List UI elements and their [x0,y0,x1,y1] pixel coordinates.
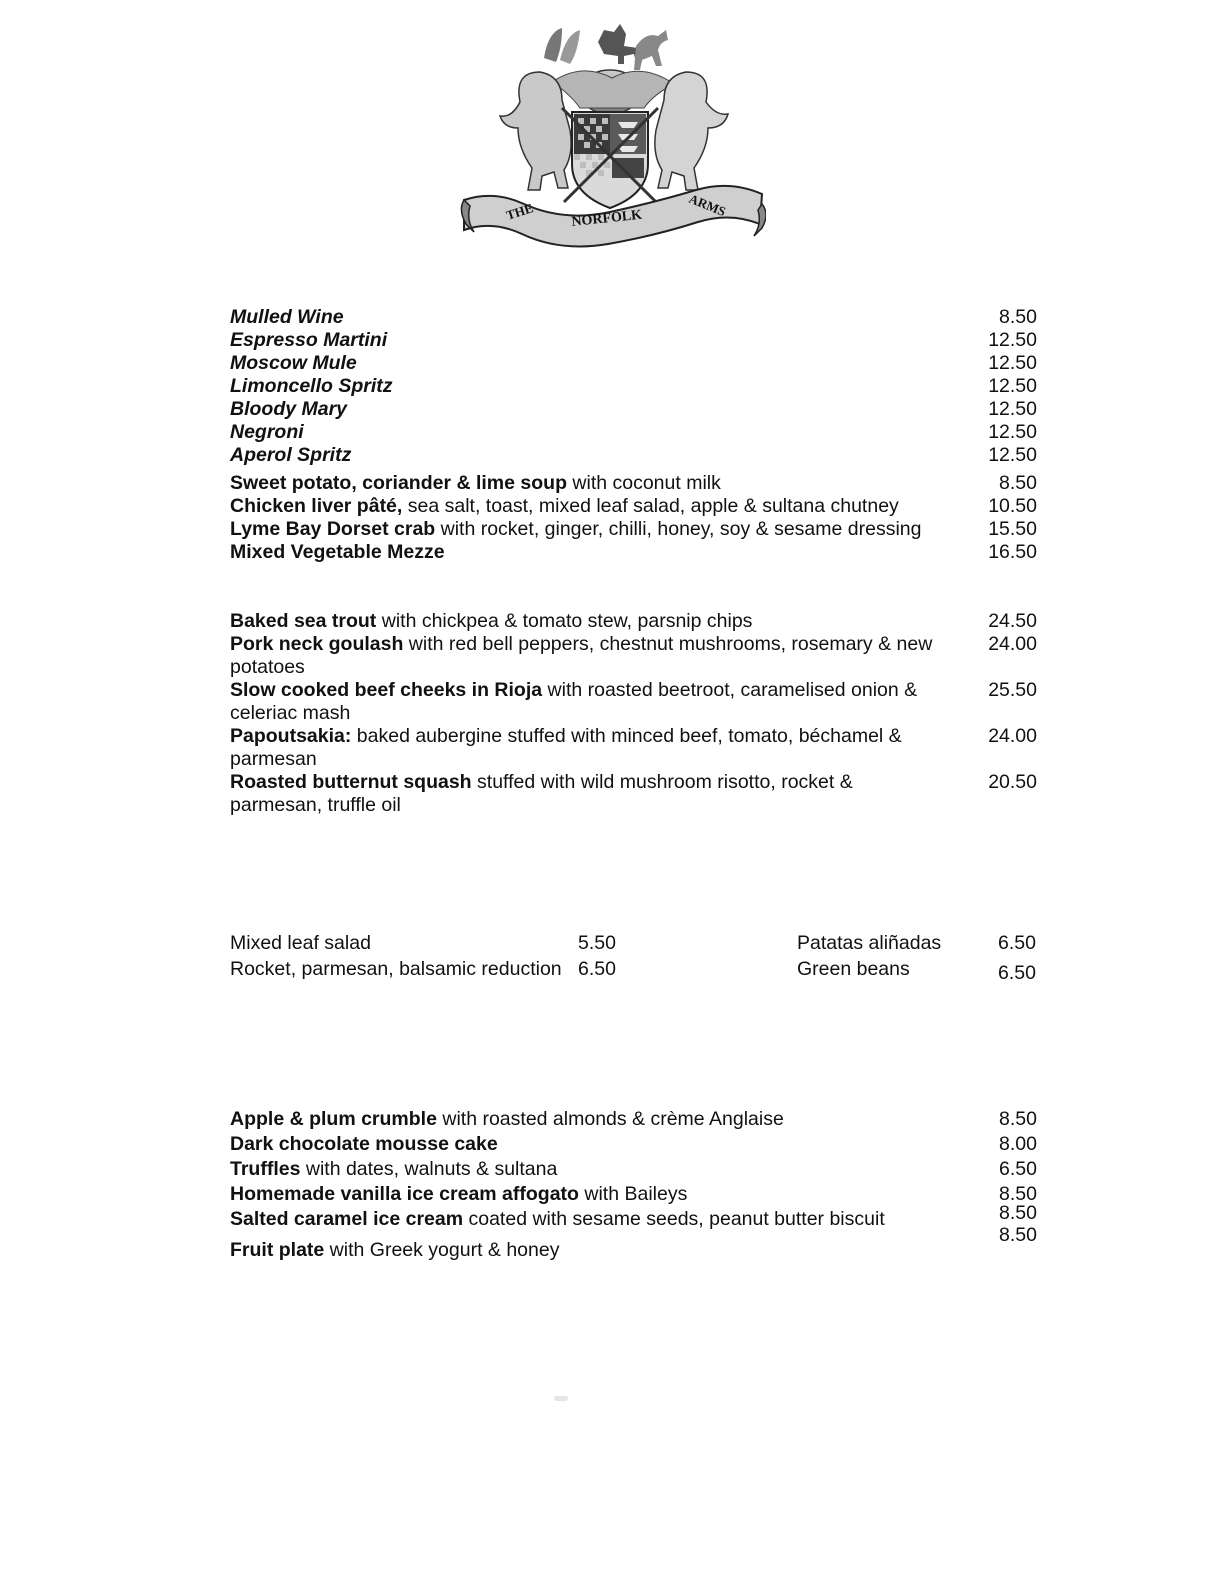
item-description: with dates, walnuts & sultana [300,1158,558,1180]
item-price: 20.50 [988,771,1037,793]
desserts-list [230,1107,1040,1263]
side-name: Rocket, parmesan, balsamic reduction [230,958,562,980]
item-price: 25.50 [988,679,1037,701]
decorative-mark [554,1396,568,1401]
item-description: with red bell peppers, chestnut mushrooms, rosemary & new potatoes [230,633,933,678]
item-price: 8.50 [999,1108,1037,1130]
menu-item [230,541,1040,564]
menu-item [230,1157,1040,1182]
side-name: Mixed leaf salad [230,932,371,954]
item-name: Lyme Bay Dorset crab [230,518,436,540]
mains-list [230,610,1040,817]
item-price: 8.50 [999,306,1037,328]
item-name: Fruit plate [230,1239,325,1261]
menu-item [230,633,1040,679]
menu-item [230,306,1040,329]
item-text [230,541,950,564]
item-price: 12.50 [988,329,1037,351]
crest-banner-arms: ARMS [686,190,728,220]
item-name: Truffles [230,1158,301,1180]
item-price: 12.50 [988,398,1037,420]
item-description: sea salt, toast, mixed leaf salad, apple & sultana chutney [402,495,899,517]
item-name: Limoncello Spritz [230,375,393,397]
menu-item [230,1182,1040,1207]
item-description: with roasted almonds & crème Anglaise [436,1108,784,1130]
item-text [230,679,950,725]
side-name: Patatas aliñadas [797,932,942,954]
crest-banner-the: THE [504,200,536,223]
menu-item [230,610,1040,633]
side-price: 5.50 [578,932,616,954]
side-name: Green beans [797,958,910,980]
item-text [230,518,950,541]
item-price: 24.50 [988,610,1037,632]
item-price: 24.00 [988,633,1037,655]
side-price: 6.50 [998,962,1036,984]
item-price: 8.50 [999,1224,1037,1246]
item-name: Moscow Mule [230,352,357,374]
item-price: 24.00 [988,725,1037,747]
item-price: 6.50 [999,1158,1037,1180]
item-text [230,1157,950,1182]
item-text [230,1182,950,1207]
menu-item [230,679,1040,725]
item-text [230,1207,950,1232]
item-description: coated with sesame seeds, peanut butter biscuit [463,1208,885,1230]
item-price: 12.50 [988,444,1037,466]
item-description: with Baileys [578,1183,688,1205]
item-price: 12.50 [988,375,1037,397]
item-name: Mulled Wine [230,306,344,328]
side-price: 6.50 [578,958,616,980]
item-text [230,725,950,771]
item-price: 12.50 [988,421,1037,443]
side-price: 6.50 [998,932,1036,954]
item-description: stuffed with wild mushroom risotto, rocket & parmesan, truffle oil [230,771,853,816]
item-description: with roasted beetroot, caramelised onion & celeriac mash [230,679,918,724]
item-text [230,610,950,633]
item-description: with rocket, ginger, chilli, honey, soy & sesame dressing [435,518,922,540]
cocktails-list [230,306,1040,467]
item-name: Homemade vanilla ice cream affogato [230,1183,579,1205]
menu-item [230,421,1040,444]
menu-item [230,375,1040,398]
item-name: Sweet potato, coriander & lime soup [230,472,567,494]
item-name: Roasted butternut squash [230,771,472,793]
menu-item [230,771,1040,817]
item-text [230,472,950,495]
menu-item [230,1132,1040,1157]
item-name: Dark chocolate mousse cake [230,1133,498,1155]
item-name: Negroni [230,421,304,443]
item-text [230,1132,950,1157]
item-price: 8.50 [999,1202,1037,1224]
item-description: baked aubergine stuffed with minced beef, tomato, béchamel & parmesan [230,725,902,770]
item-text [230,633,950,679]
item-description: with chickpea & tomato stew, parsnip chips [376,610,753,632]
item-price: 8.50 [999,472,1037,494]
item-name: Bloody Mary [230,398,348,420]
item-price: 10.50 [988,495,1037,517]
menu-item [230,518,1040,541]
item-description: with coconut milk [566,472,721,494]
item-price: 12.50 [988,352,1037,374]
menu-item [230,1202,1040,1232]
menu-item [230,444,1040,467]
starters-list [230,472,1040,564]
item-name: Baked sea trout [230,610,377,632]
item-price: 16.50 [988,541,1037,563]
norfolk-arms-crest-logo [460,12,766,254]
crest-banner-norfolk: NORFOLK [570,207,643,230]
item-text [230,495,950,518]
item-name: Chicken liver pâté, [230,495,403,517]
item-name: Salted caramel ice cream [230,1208,464,1230]
item-price: 8.00 [999,1133,1037,1155]
item-name: Papoutsakia: [230,725,352,747]
item-description: with Greek yogurt & honey [324,1239,560,1261]
menu-item [230,1107,1040,1132]
menu-item [230,329,1040,352]
item-name: Mixed Vegetable Mezze [230,541,445,563]
item-name: Pork neck goulash [230,633,404,655]
item-name: Aperol Spritz [230,444,352,466]
item-name: Espresso Martini [230,329,388,351]
menu-item [230,398,1040,421]
item-text [230,1107,950,1132]
menu-item [230,1224,1040,1263]
item-name: Apple & plum crumble [230,1108,437,1130]
item-price: 15.50 [988,518,1037,540]
menu-item [230,725,1040,771]
menu-item [230,352,1040,375]
item-name: Slow cooked beef cheeks in Rioja [230,679,543,701]
menu-item [230,472,1040,495]
menu-item [230,495,1040,518]
item-text [230,771,950,817]
item-text [230,1238,950,1263]
item-price: 8.50 [999,1183,1037,1205]
